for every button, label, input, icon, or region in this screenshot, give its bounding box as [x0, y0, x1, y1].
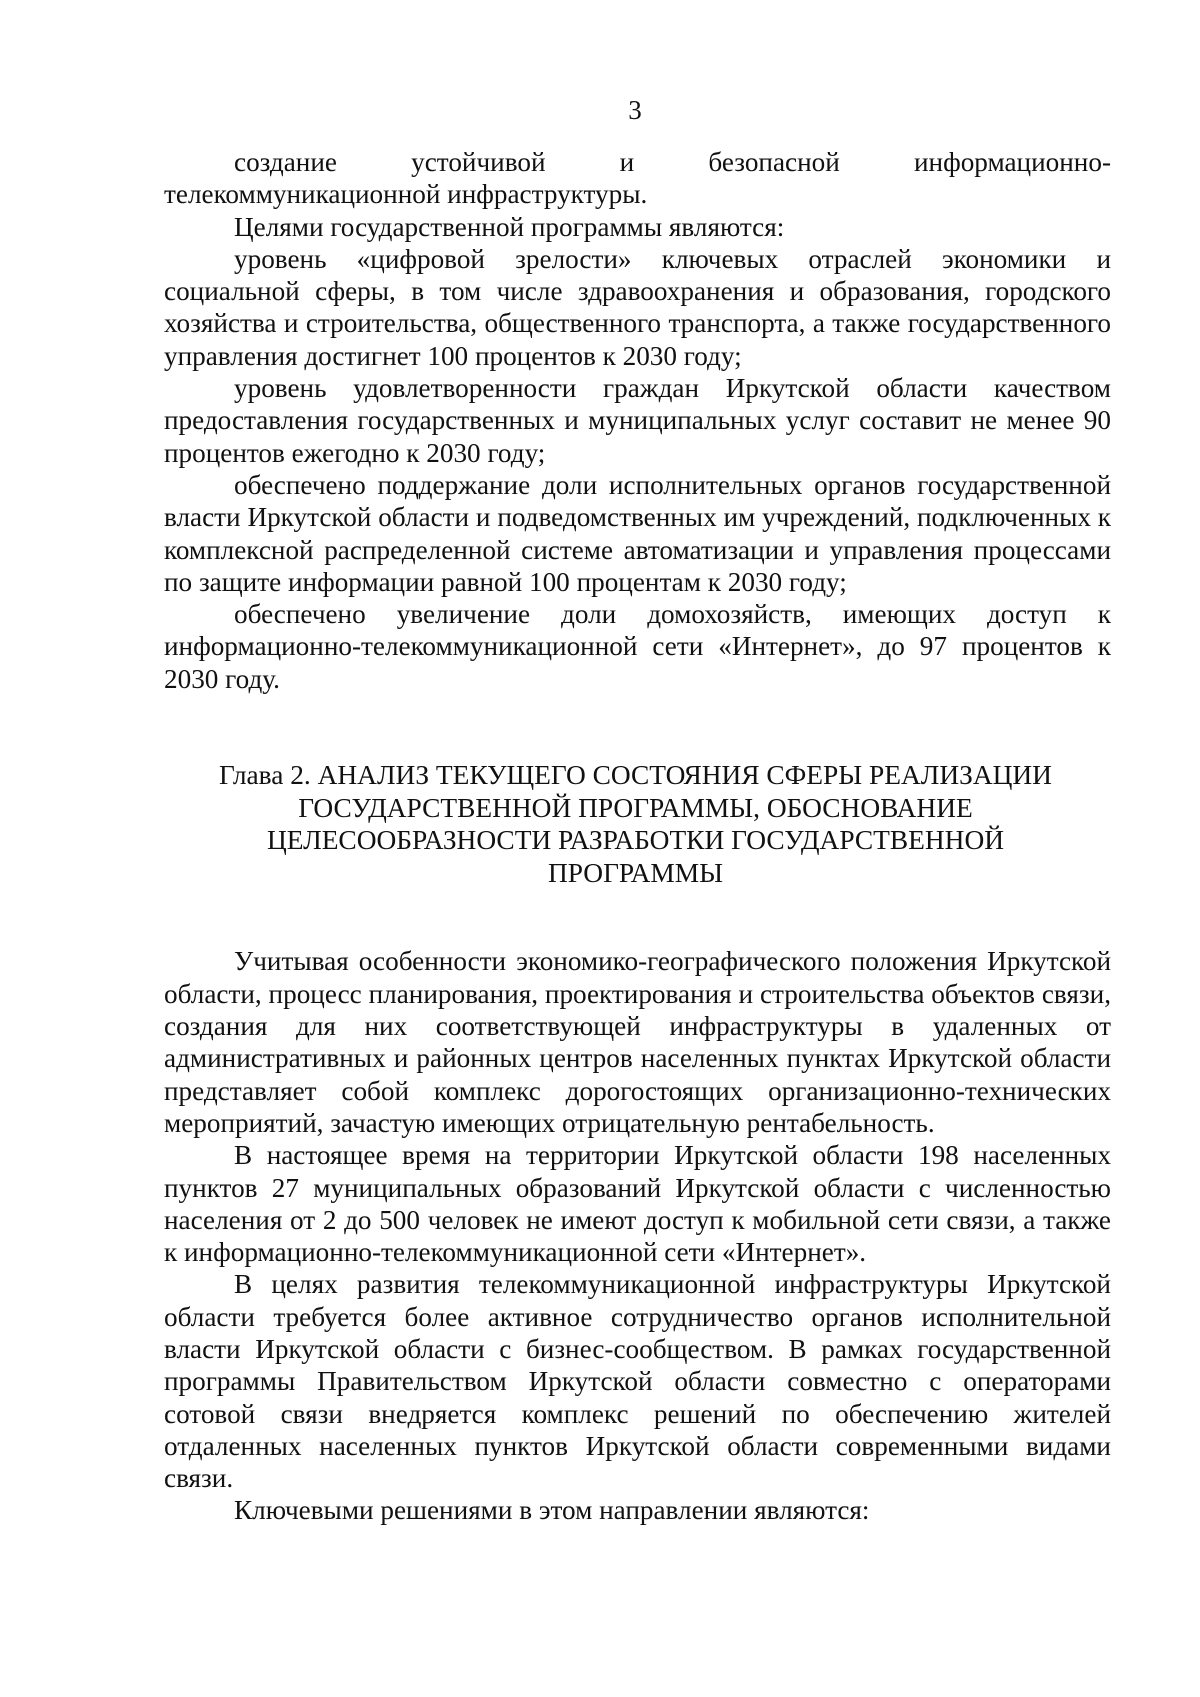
- chapter-heading-line: ГОСУДАРСТВЕННОЙ ПРОГРАММЫ, ОБОСНОВАНИЕ: [298, 792, 973, 823]
- paragraph: Ключевыми решениями в этом направлении являются:: [234, 1495, 870, 1526]
- chapter-heading-line: ПРОГРАММЫ: [547, 857, 724, 888]
- document-body: [164, 146, 1111, 1527]
- paragraph: уровень удовлетворенности граждан Иркутской области качеством предоставления государственных и муниципальных услуг составит не менее 90 процентов ежегодно к 2030 году;: [164, 373, 1111, 468]
- paragraph: Учитывая особенности экономико-географического положения Иркутской области, процесс планирования, проектирования и строительства объектов связи, создания для них соответствующей инфраструктуры в удаленных от административных и районных центров населенных пунктах Иркутской области представляет собой комплекс дорогостоящих организационно-технических мероприятий, зачастую имеющих отрицательную рентабельность.: [164, 946, 1111, 1138]
- paragraph: уровень «цифровой зрелости» ключевых отраслей экономики и социальной сферы, в том числе здравоохранения и образования, городского хозяйства и строительства, общественного транспорта, а также государственного управления достигнет 100 процентов к 2030 году;: [164, 243, 1111, 371]
- page-number: 3: [628, 95, 642, 125]
- chapter-heading-line: Глава 2. АНАЛИЗ ТЕКУЩЕГО СОСТОЯНИЯ СФЕРЫ РЕАЛИЗАЦИИ: [219, 760, 1052, 791]
- paragraph: В настоящее время на территории Иркутской области 198 населенных пунктов 27 муниципальных образований Иркутской области с численностью населения от 2 до 500 человек не имеют доступ к мобильной сети связи, а также к информационно-телекоммуникационной сети «Интернет».: [164, 1140, 1111, 1268]
- paragraph: создание устойчивой и безопасной информационно-телекоммуникационной инфраструктуры.: [164, 147, 1111, 210]
- paragraph: Целями государственной программы являются:: [234, 211, 785, 242]
- paragraph: обеспечено увеличение доли домохозяйств, имеющих доступ к информационно-телекоммуникационной сети «Интернет», до 97 процентов к 2030 году.: [164, 599, 1111, 694]
- paragraph: обеспечено поддержание доли исполнительных органов государственной власти Иркутской области и подведомственных им учреждений, подключенных к комплексной распределенной системе автоматизации и управления процессами по защите информации равной 100 процентам к 2030 году;: [164, 469, 1111, 597]
- chapter-heading: [164, 759, 1111, 889]
- chapter-heading-line: ЦЕЛЕСООБРАЗНОСТИ РАЗРАБОТКИ ГОСУДАРСТВЕННОЙ: [266, 825, 1005, 856]
- paragraph: В целях развития телекоммуникационной инфраструктуры Иркутской области требуется более активное сотрудничество органов исполнительной власти Иркутской области с бизнес-сообществом. В рамках государственной программы Правительством Иркутской области совместно с операторами сотовой связи внедряется комплекс решений по обеспечению жителей отдаленных населенных пунктов Иркутской области современными видами связи.: [164, 1269, 1111, 1494]
